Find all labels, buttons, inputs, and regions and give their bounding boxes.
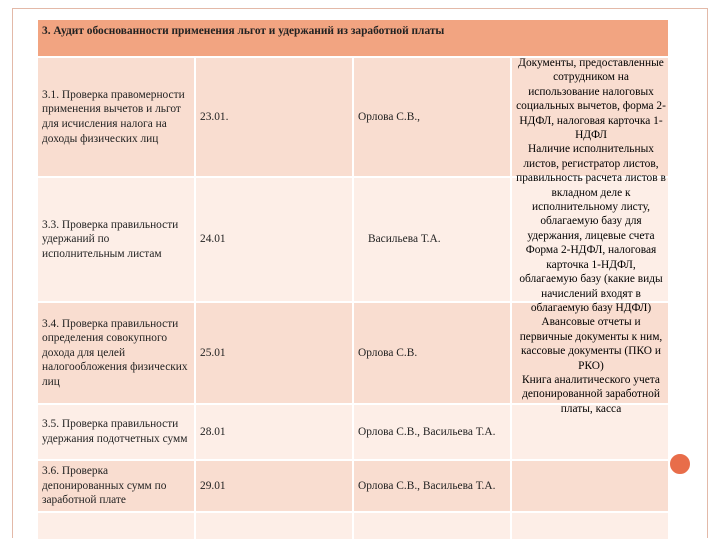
decorative-circle <box>668 452 692 476</box>
documents-text: Форма 2-НДФЛ, налоговая карточка 1-НДФЛ, облагаемую базу (какие виды начислений входят в облагаемую базу НДФЛ) <box>519 244 663 314</box>
date-cell: 29.01 <box>195 460 353 512</box>
responsible-cell: Орлова С.В., Васильева Т.А. <box>353 404 511 460</box>
empty-cell <box>353 512 511 540</box>
responsible-cell: Васильева Т.А. <box>353 177 511 302</box>
empty-cell <box>37 512 195 540</box>
documents-text: Авансовые отчеты и первичные документы к ним, кассовые документы (ПКО и РКО) <box>519 316 663 372</box>
task-cell: 3.5. Проверка правильности удержания подотчетных сумм <box>37 404 195 460</box>
task-cell: 3.1. Проверка правомерности применения вычетов и льгот для исчисления налога на доходы физических лиц <box>37 57 195 177</box>
date-cell: 24.01 <box>195 177 353 302</box>
date-cell: 25.01 <box>195 302 353 404</box>
documents-text: Книга аналитического учета депонированной заработной платы, касса <box>522 373 660 415</box>
task-cell: 3.6. Проверка депонированных сумм по заработной плате <box>37 460 195 512</box>
table-header-row <box>37 19 669 57</box>
responsible-cell: Орлова С.В., Васильева Т.А. <box>353 460 511 512</box>
documents-text: Документы, предоставленные сотрудником на использование налоговых социальных вычетов, форма 2-НДФЛ, налоговая карточка 1-НДФЛ <box>516 57 666 142</box>
date-cell: 28.01 <box>195 404 353 460</box>
documents-text: Наличие исполнительных листов, регистратор листов, правильность расчета листов в вкладном деле к исполнительному листу, облагаемую базу для удержания, лицевые счета <box>516 143 666 242</box>
section-title: 3. Аудит обоснованности применения льгот и удержаний из заработной платы <box>37 19 669 57</box>
responsible-cell: Орлова С.В. <box>353 302 511 404</box>
date-cell: 23.01. <box>195 57 353 177</box>
task-cell: 3.3. Проверка правильности удержаний по исполнительным листам <box>37 177 195 302</box>
documents-column <box>512 56 670 536</box>
task-cell: 3.4. Проверка правильности определения совокупного дохода для целей налогообложения физических лиц <box>37 302 195 404</box>
empty-cell <box>195 512 353 540</box>
responsible-cell: Орлова С.В., <box>353 57 511 177</box>
